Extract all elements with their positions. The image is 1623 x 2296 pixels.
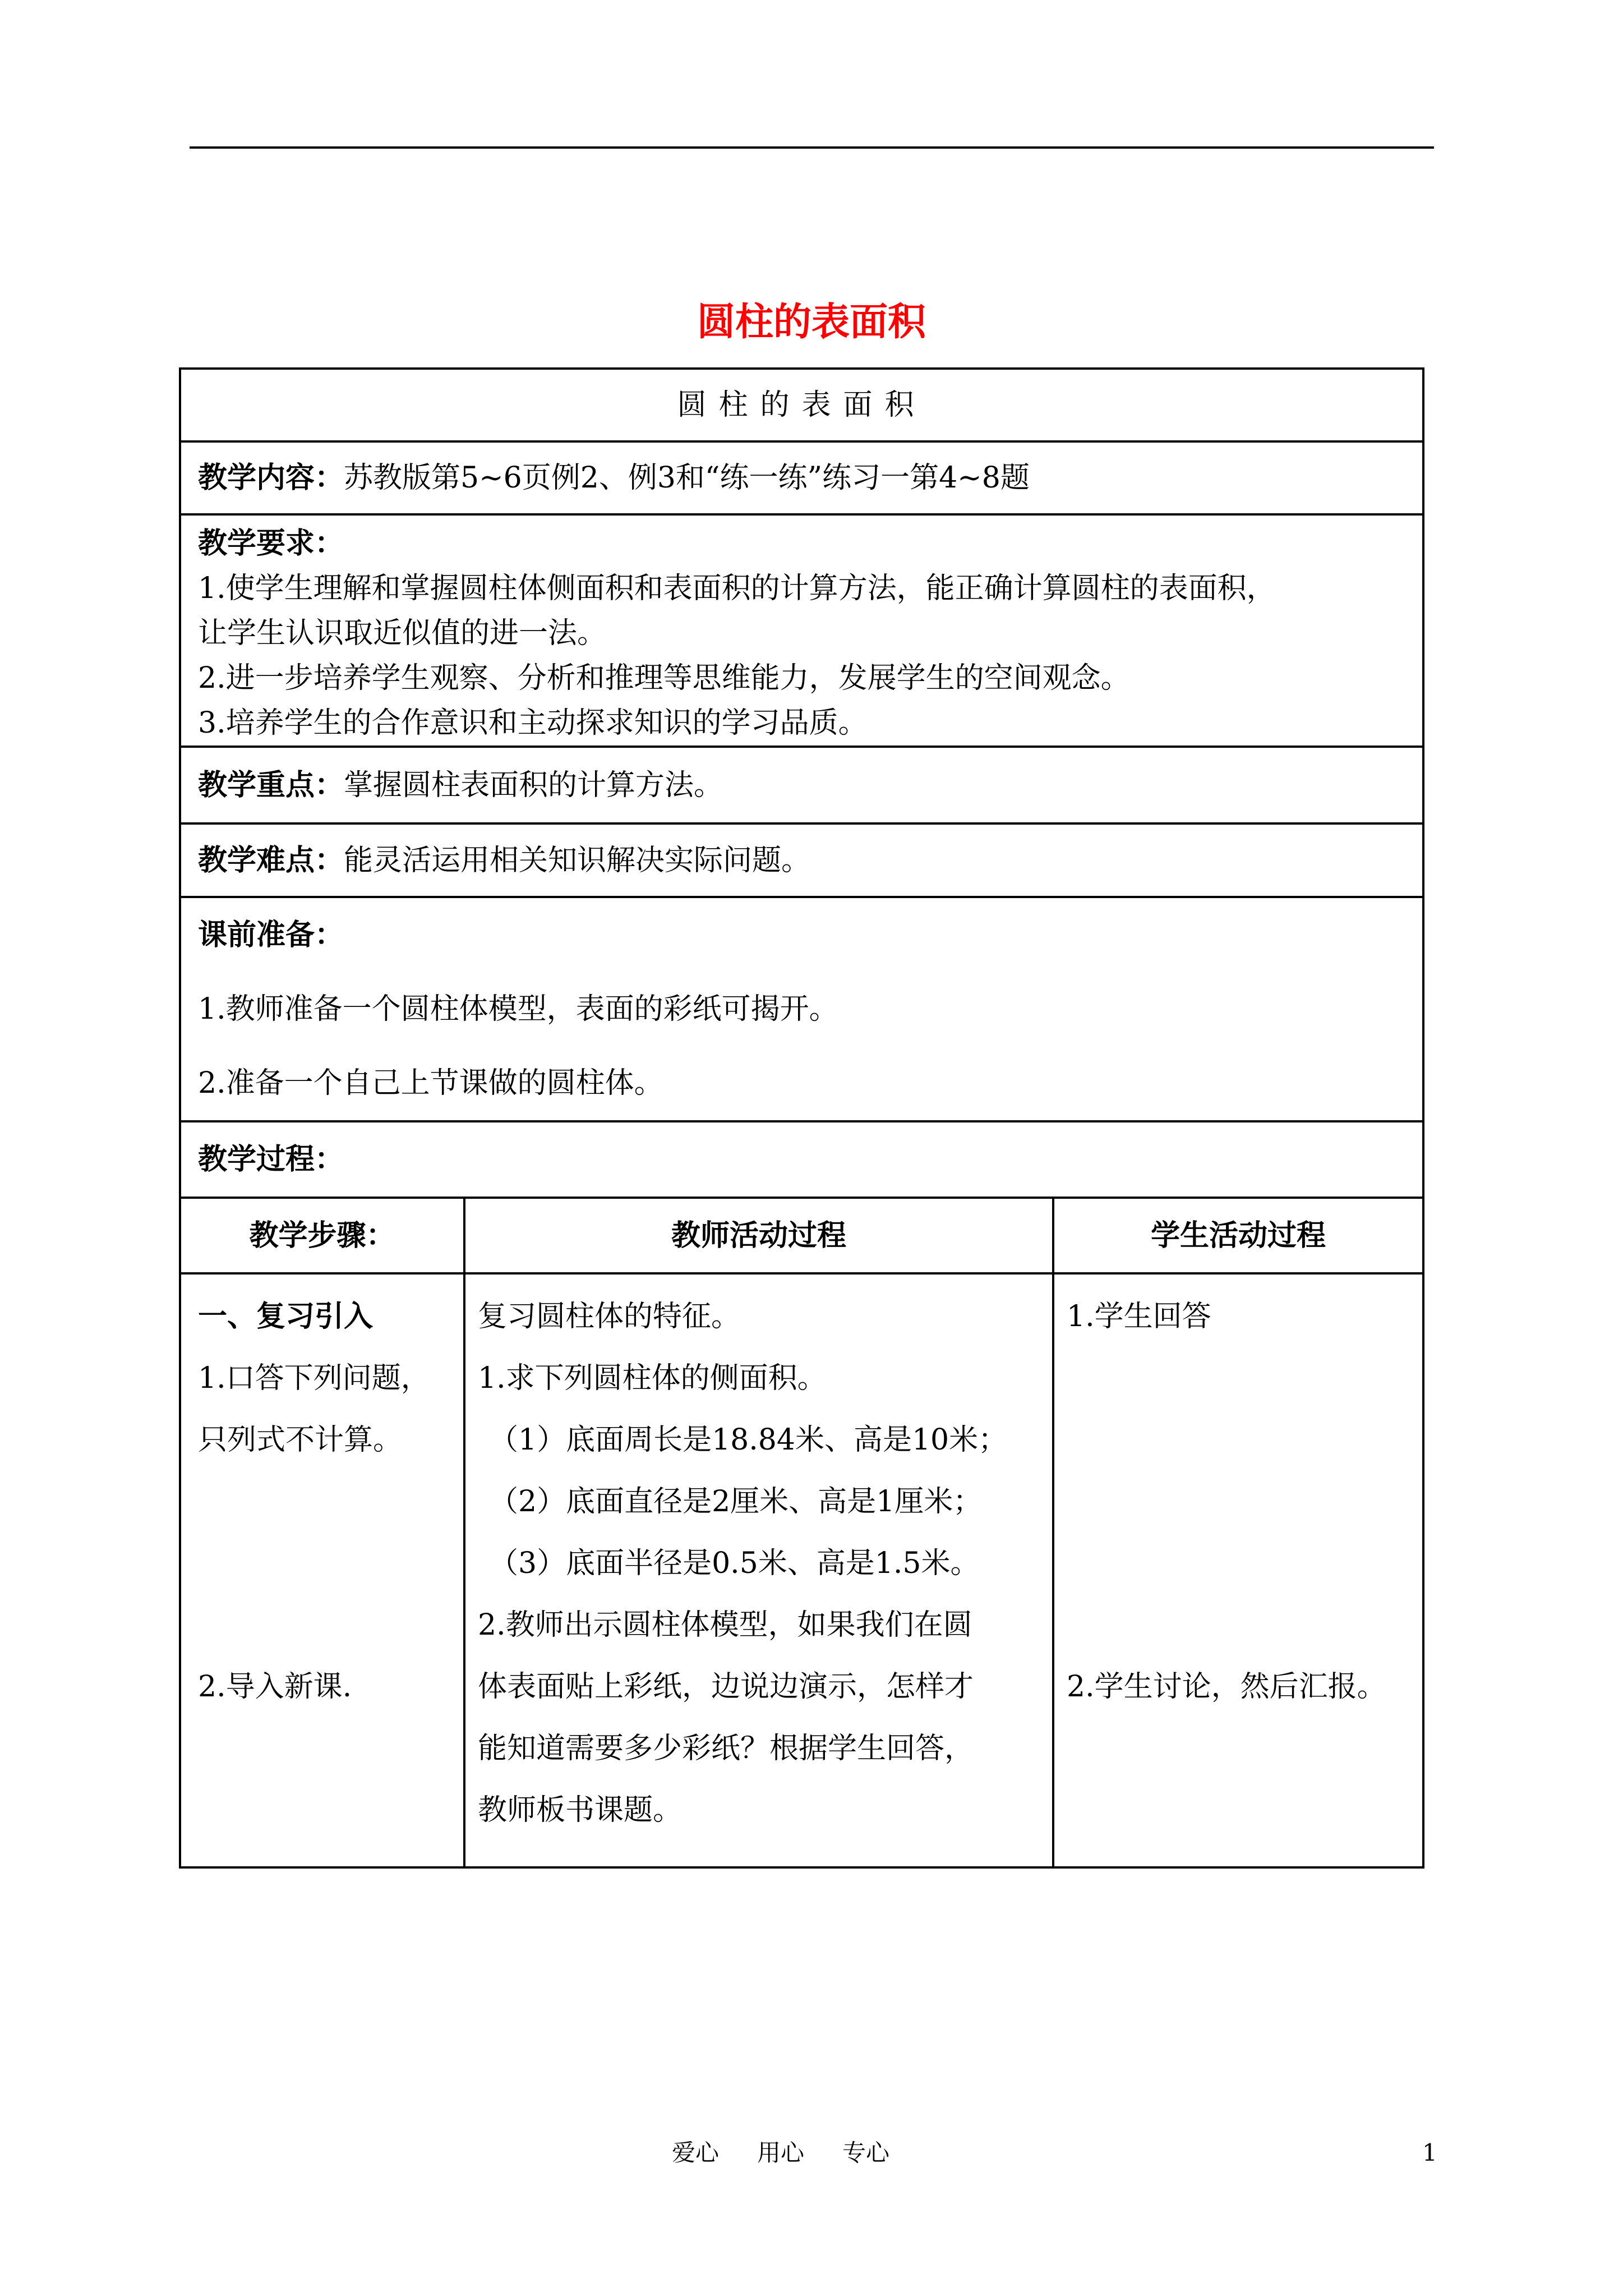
key-point-row	[180, 747, 1423, 823]
difficulty-label: 教学难点：	[198, 843, 344, 877]
student-activity-line: 2.学生讨论，然后汇报。	[1067, 1670, 1386, 1704]
process-label: 教学过程：	[180, 1121, 1423, 1198]
teacher-activity-line: 1.求下列圆柱体的侧面积。	[478, 1361, 827, 1395]
preparation-row	[180, 897, 1423, 1121]
footer-motto-word: 用心	[757, 2139, 805, 2166]
step-heading: 一、复习引入	[198, 1300, 374, 1333]
process-label-row	[180, 1121, 1423, 1198]
table-subtitle-row	[180, 369, 1423, 441]
step-1-line: 只列式不计算。	[198, 1423, 403, 1457]
preparation-item: 2.准备一个自己上节课做的圆柱体。	[198, 1066, 663, 1100]
footer-motto-word: 爱心	[672, 2139, 720, 2166]
teaching-content-text: 苏教版第5~6页例2、例3和“练一练”练习一第4~8题	[344, 461, 1030, 495]
preparation-label: 课前准备：	[198, 918, 344, 952]
key-point-label: 教学重点：	[198, 768, 344, 802]
key-point-text: 掌握圆柱表面积的计算方法。	[344, 768, 723, 802]
student-activity-cell	[1053, 1273, 1423, 1867]
difficulty-text: 能灵活运用相关知识解决实际问题。	[344, 843, 811, 877]
teacher-activity-line: 能知道需要多少彩纸？根据学生回答，	[478, 1732, 974, 1765]
teacher-activity-line: 教师板书课题。	[478, 1793, 683, 1827]
steps-cell	[180, 1273, 464, 1867]
page-number: 1	[1422, 2139, 1437, 2166]
step-1-line: 1.口答下列问题，	[198, 1361, 430, 1395]
teacher-activity-cell	[464, 1273, 1053, 1867]
teacher-activity-line: （1）底面周长是18.84米、高是10米；	[489, 1423, 1008, 1457]
teaching-requirements-row	[180, 514, 1423, 747]
teaching-content-row	[180, 441, 1423, 514]
document-title: 圆柱的表面积	[697, 300, 926, 344]
teacher-activity-line: 复习圆柱体的特征。	[478, 1300, 741, 1333]
step-2: 2.导入新课.	[198, 1670, 352, 1704]
footer-motto-word: 专心	[842, 2139, 890, 2166]
header-rule	[190, 146, 1434, 149]
requirement-item: 2.进一步培养学生观察、分析和推理等思维能力，发展学生的空间观念。	[198, 661, 1130, 695]
teacher-activity-line: （3）底面半径是0.5米、高是1.5米。	[489, 1547, 980, 1580]
student-activity-line: 1.学生回答	[1067, 1300, 1211, 1333]
column-header-teacher: 教师活动过程	[464, 1198, 1053, 1273]
column-header-student: 学生活动过程	[1053, 1198, 1423, 1273]
requirement-item: 3.培养学生的合作意识和主动探求知识的学习品质。	[198, 706, 868, 740]
process-header-row	[180, 1198, 1423, 1273]
teacher-activity-line: （2）底面直径是2厘米、高是1厘米；	[489, 1485, 983, 1519]
column-header-steps: 教学步骤：	[180, 1198, 464, 1273]
teaching-requirements-label: 教学要求：	[198, 527, 344, 560]
requirement-item: 1.使学生理解和掌握圆柱体侧面积和表面积的计算方法，能正确计算圆柱的表面积，	[198, 572, 1276, 605]
requirement-item: 让学生认识取近似值的进一法。	[198, 616, 607, 650]
preparation-item: 1.教师准备一个圆柱体模型，表面的彩纸可揭开。	[198, 992, 838, 1026]
footer-motto	[672, 2136, 928, 2170]
table-subtitle: 圆柱的表面积	[180, 369, 1423, 441]
teacher-activity-line: 2.教师出示圆柱体模型，如果我们在圆	[478, 1608, 972, 1642]
teaching-content-label: 教学内容：	[198, 461, 344, 495]
lesson-plan-table	[179, 367, 1424, 1869]
teacher-activity-line: 体表面贴上彩纸，边说边演示，怎样才	[478, 1670, 974, 1704]
difficulty-row	[180, 823, 1423, 897]
process-body-row	[180, 1273, 1423, 1867]
